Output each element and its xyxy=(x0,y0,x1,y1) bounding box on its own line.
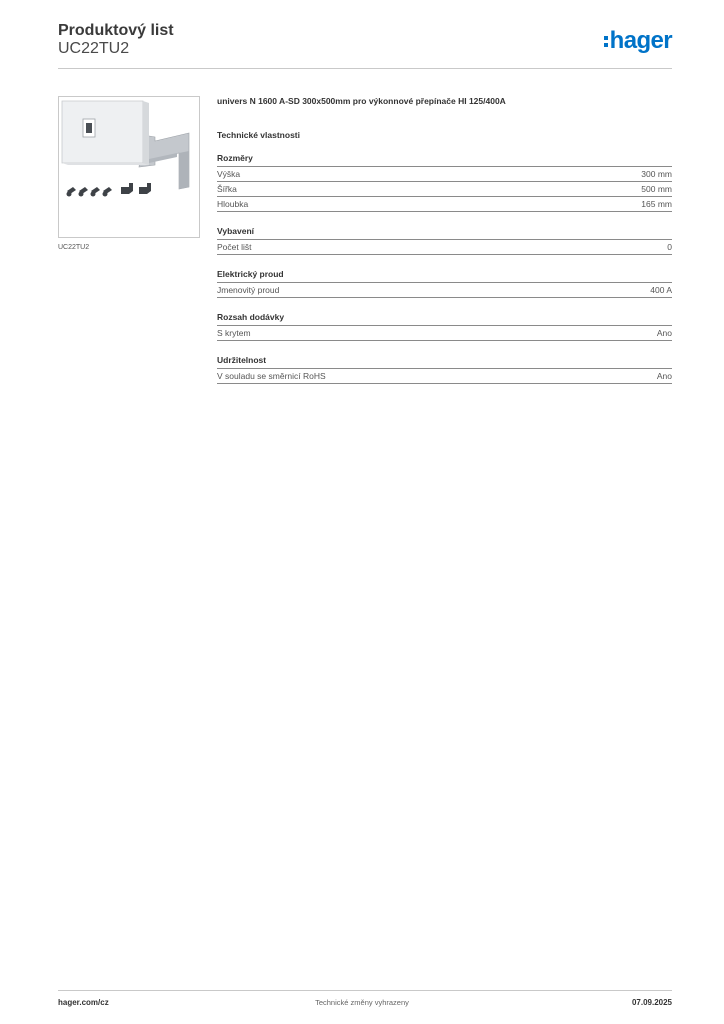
logo-text: hager xyxy=(609,27,672,54)
footer-website[interactable]: hager.com/cz xyxy=(58,998,109,1007)
property-label: Počet lišt xyxy=(217,242,252,252)
property-label: Výška xyxy=(217,169,241,179)
product-details xyxy=(217,95,672,384)
header-divider xyxy=(58,68,672,69)
product-code: UC22TU2 xyxy=(58,40,130,57)
logo-mark-icon xyxy=(604,31,608,51)
property-row xyxy=(217,283,672,298)
property-label: Hloubka xyxy=(217,199,249,209)
product-illustration xyxy=(59,97,199,237)
property-row xyxy=(217,369,672,384)
property-row xyxy=(217,182,672,197)
group-title: Rozměry xyxy=(217,152,672,167)
property-groups xyxy=(217,152,672,384)
property-row xyxy=(217,326,672,341)
product-image xyxy=(58,96,200,238)
page-header xyxy=(58,20,672,70)
section-title: Technické vlastnosti xyxy=(217,130,300,140)
property-value: 0 xyxy=(667,242,672,252)
footer-date: 07.09.2025 xyxy=(631,998,672,1007)
property-label: Šířka xyxy=(217,184,237,194)
property-value: Ano xyxy=(656,371,672,381)
group-title: Vybavení xyxy=(217,225,672,240)
property-label: V souladu se směrnicí RoHS xyxy=(217,371,326,381)
property-value: 500 mm xyxy=(641,184,672,194)
property-value: Ano xyxy=(656,328,672,338)
property-row xyxy=(217,167,672,182)
property-row xyxy=(217,240,672,255)
group-title: Elektrický proud xyxy=(217,268,672,283)
hager-logo xyxy=(604,26,672,56)
property-value: 300 mm xyxy=(641,169,672,179)
property-label: Jmenovitý proud xyxy=(217,285,280,295)
property-row xyxy=(217,197,672,212)
group-title: Rozsah dodávky xyxy=(217,311,672,326)
footer-notice: Technické změny vyhrazeny xyxy=(315,998,409,1007)
property-label: S krytem xyxy=(217,328,251,338)
property-value: 165 mm xyxy=(641,199,672,209)
product-name: univers N 1600 A-SD 300x500mm pro výkonnové přepínače HI 125/400A xyxy=(217,96,506,106)
property-value: 400 A xyxy=(650,285,672,295)
group-title: Udržitelnost xyxy=(217,354,672,369)
document-title: Produktový list xyxy=(58,22,174,39)
footer-divider xyxy=(58,990,672,991)
image-caption: UC22TU2 xyxy=(58,244,90,251)
